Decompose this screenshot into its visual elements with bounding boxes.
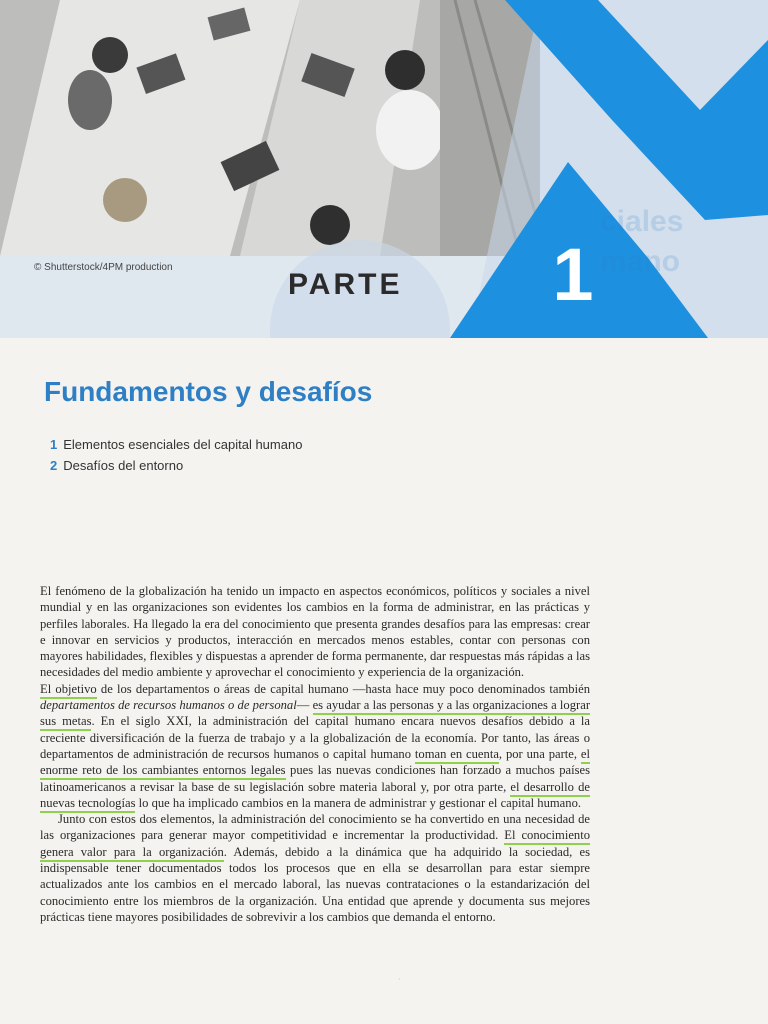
paragraph-1: El fenómeno de la globalización ha tenido un impacto en aspectos económicos, políticos y sociales a nivel mundial y en las organizaciones son evidentes los cambios en la forma de administrar, en las prácticas y perfiles laborales. Ha llegado la era del conocimiento que presenta grandes desafíos para las empresas: crear e innovar en servicios y productos, interacción en mercados menos estables, contar con personas con mayores habilidades, flexibles y dispuestas a aprender de forma permanente, dar respuestas más rápidas a las necesidades del medio ambiente y aprovechar el conocimiento y experiencia de la organización. <box>40 584 590 680</box>
text-run: pues las nuevas condiciones han forzado a muchos países latinoamericanos a revisar la base de su legislación sobre materia laboral y, por otra parte, <box>40 763 590 794</box>
text-run: . En el siglo XXI, la administración del capital humano encara nuevos desafíos debido a la creciente diversificación de la fuerza de trabajo y a la globalización de la economía. Por tanto, las áreas o departamentos de administración de recursos humanos o capital humano <box>40 714 590 761</box>
chapter-title: Desafíos del entorno <box>63 458 184 473</box>
part-number: 1 <box>552 233 594 316</box>
text-run: de los departamentos o áreas de capital humano —hasta hace muy poco denominados también <box>96 681 590 696</box>
text-run: , por una parte, <box>498 746 581 761</box>
part-label: PARTE <box>288 268 403 301</box>
text-run: . Además, debido a la dinámica que ha adquirido la sociedad, es indispensable tener documentados todos los procesos que en ella se desarrollan para estar siempre actualizados ante los cambios en el mercado laboral, las nuevas contrataciones o la estandarización del conocimiento entre los miembros de la organización. Una entidad que aprende y documenta sus mejores prácticas tiene mayores posibilidades de sobrevivir a los cambios que demanda el entorno. <box>40 844 590 924</box>
paragraph-3 <box>40 811 590 925</box>
emphasis: departamentos de recursos humanos o de personal <box>40 698 297 713</box>
body-text <box>40 583 590 925</box>
chapter-number: 2 <box>50 458 58 473</box>
page-title: Fundamentos y desafíos <box>44 376 373 407</box>
text-run: — <box>296 698 313 713</box>
ghost-text-2: mano <box>600 245 681 278</box>
text-run: Junto con estos dos elementos, la administración del conocimiento se ha convertido en una necesidad de las organizaciones para generar mayor competitividad e incrementar la productividad. <box>40 812 590 843</box>
chapter-title: Elementos esenciales del capital humano <box>63 437 303 452</box>
photo-credit: © Shutterstock/4PM production <box>34 262 173 273</box>
page-dot: · <box>398 975 401 984</box>
chapter-list <box>50 434 302 476</box>
highlight: el desarrollo de nuevas tecnologías <box>40 780 590 813</box>
chapter-number: 1 <box>50 437 58 452</box>
highlight: es ayudar a las personas y a las organizaciones a lograr sus metas <box>40 698 590 731</box>
highlight: El conocimiento genera valor para la organización <box>40 828 590 861</box>
part-banner <box>0 0 768 338</box>
highlight: el enorme reto de los cambiantes entornos legales <box>40 747 590 780</box>
chapter-item <box>50 455 302 476</box>
paragraph-2 <box>40 681 590 811</box>
ghost-text-1: ciales <box>600 205 684 238</box>
highlight: toman en cuenta <box>415 747 499 764</box>
highlight: El objetivo <box>40 682 97 699</box>
text-run: lo que ha implicado cambios en la manera de administrar y gestionar el capital humano. <box>135 795 582 810</box>
chapter-item <box>50 434 302 455</box>
